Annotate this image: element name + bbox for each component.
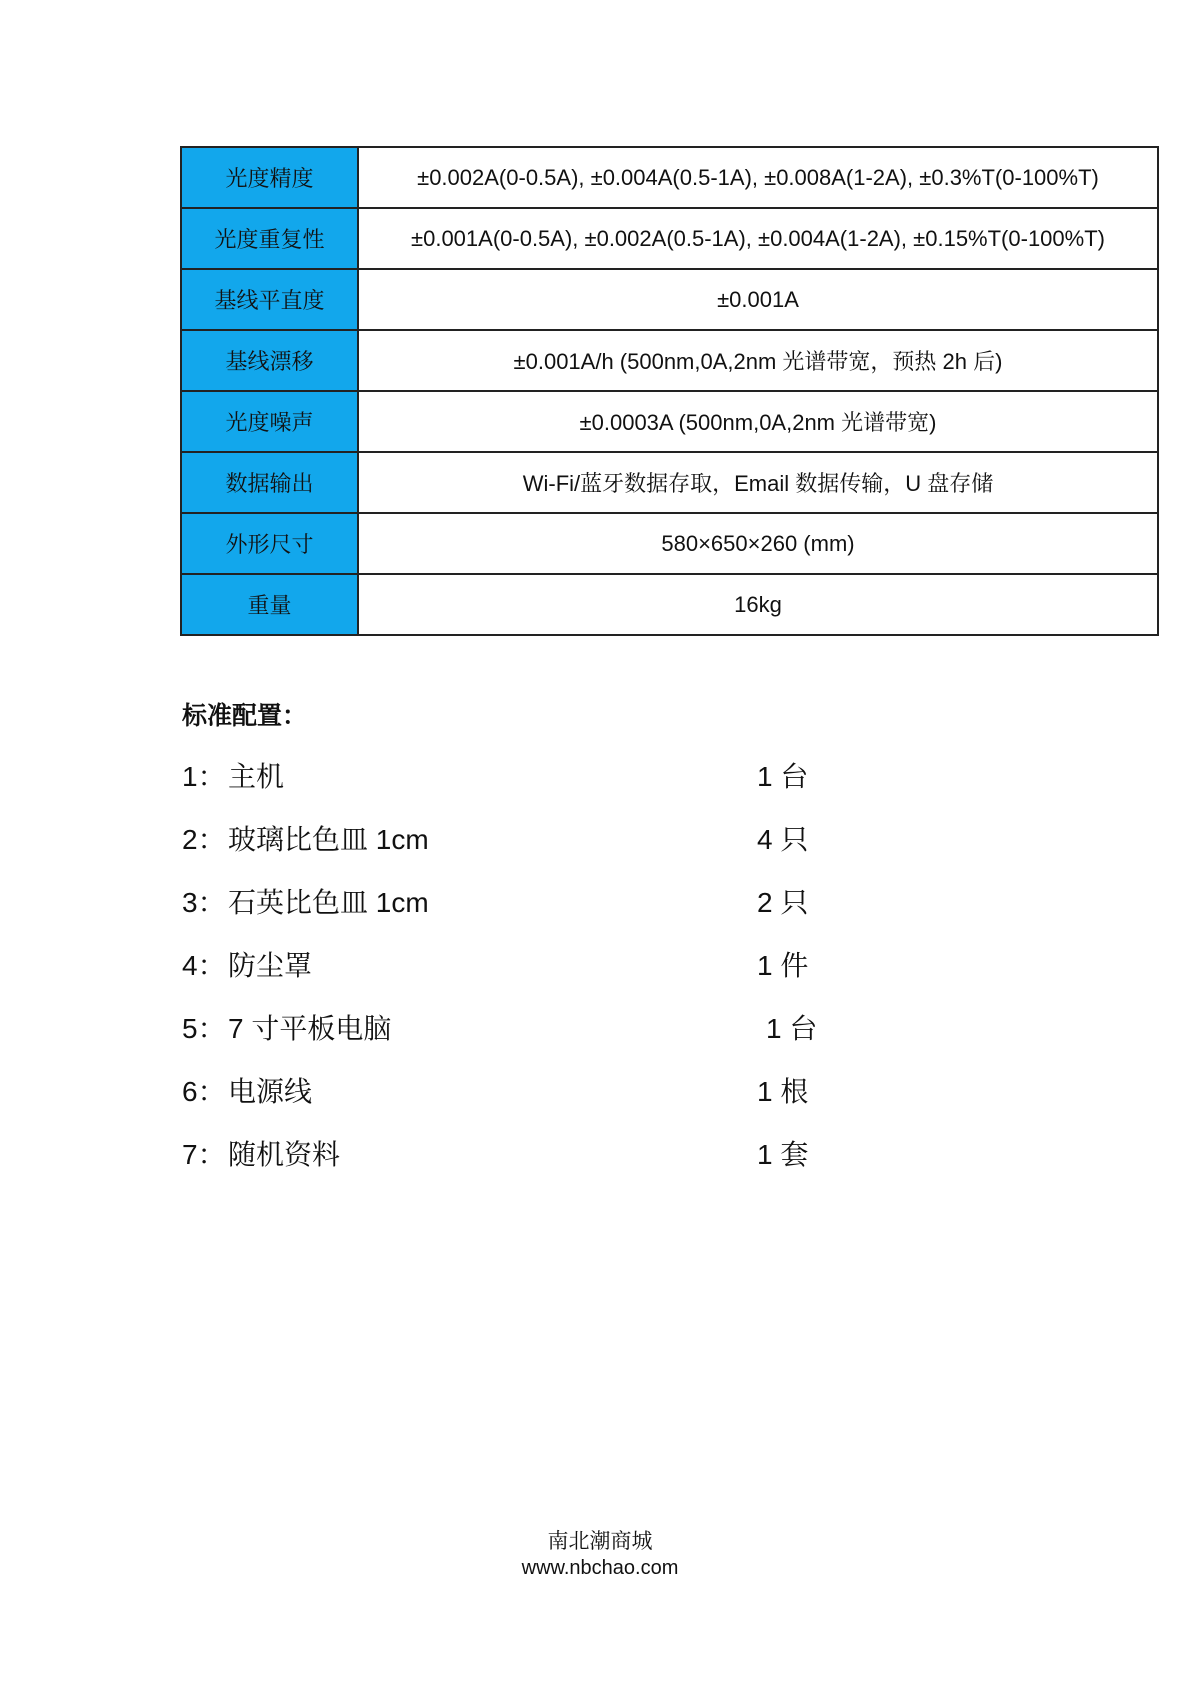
item-name: 随机资料 [228, 1139, 341, 1170]
spec-value: ±0.001A(0-0.5A), ±0.002A(0.5-1A), ±0.004A(1-2A), ±0.15%T(0-100%T) [358, 208, 1158, 269]
table-row [181, 452, 1158, 513]
spec-value: ±0.002A(0-0.5A), ±0.004A(0.5-1A), ±0.008A(1-2A), ±0.3%T(0-100%T) [358, 147, 1158, 208]
spec-label: 数据输出 [181, 452, 358, 513]
table-row [181, 208, 1158, 269]
table-row [181, 147, 1158, 208]
list-item [182, 934, 882, 997]
spec-label: 基线漂移 [181, 330, 358, 391]
spec-value: ±0.001A/h (500nm,0A,2nm 光谱带宽，预热 2h 后) [358, 330, 1158, 391]
spec-value: ±0.001A [358, 269, 1158, 330]
item-quantity: 1 台 [757, 761, 809, 792]
spec-label: 光度噪声 [181, 391, 358, 452]
list-item [182, 745, 882, 808]
item-number: 4： [182, 950, 226, 981]
list-item [182, 1123, 882, 1186]
item-name: 玻璃比色皿 1cm [228, 824, 429, 855]
item-number: 5： [182, 1013, 226, 1044]
item-number: 6： [182, 1076, 226, 1107]
item-quantity: 4 只 [757, 824, 809, 855]
table-row [181, 513, 1158, 574]
item-name: 防尘罩 [228, 950, 313, 981]
item-quantity: 1 套 [757, 1139, 809, 1170]
footer-site-name: 南北潮商城 [547, 1529, 653, 1553]
item-name: 石英比色皿 1cm [228, 887, 429, 918]
page-footer [0, 1527, 1200, 1581]
spec-label: 基线平直度 [181, 269, 358, 330]
list-item [182, 997, 882, 1060]
section-title: 标准配置： [182, 702, 308, 730]
spec-value: 16kg [358, 574, 1158, 635]
footer-url[interactable]: www.nbchao.com [521, 1557, 679, 1579]
item-name: 电源线 [228, 1076, 313, 1107]
list-item [182, 871, 882, 934]
item-number: 7： [182, 1139, 226, 1170]
item-name: 主机 [228, 761, 285, 792]
item-name: 7 寸平板电脑 [228, 1013, 392, 1044]
item-quantity: 1 根 [757, 1076, 809, 1107]
item-quantity: 2 只 [757, 887, 809, 918]
item-quantity: 1 台 [766, 1013, 818, 1044]
spec-label: 外形尺寸 [181, 513, 358, 574]
item-quantity: 1 件 [757, 950, 809, 981]
item-number: 3： [182, 887, 226, 918]
table-row [181, 269, 1158, 330]
spec-label: 重量 [181, 574, 358, 635]
list-item [182, 1060, 882, 1123]
item-number: 2： [182, 824, 226, 855]
table-row [181, 330, 1158, 391]
item-number: 1： [182, 761, 226, 792]
config-list [182, 745, 882, 1186]
spec-table [180, 146, 1159, 636]
spec-label: 光度精度 [181, 147, 358, 208]
spec-value: 580×650×260 (mm) [358, 513, 1158, 574]
list-item [182, 808, 882, 871]
table-row [181, 574, 1158, 635]
spec-value: Wi-Fi/蓝牙数据存取，Email 数据传输，U 盘存储 [358, 452, 1158, 513]
spec-value: ±0.0003A (500nm,0A,2nm 光谱带宽) [358, 391, 1158, 452]
spec-label: 光度重复性 [181, 208, 358, 269]
table-row [181, 391, 1158, 452]
